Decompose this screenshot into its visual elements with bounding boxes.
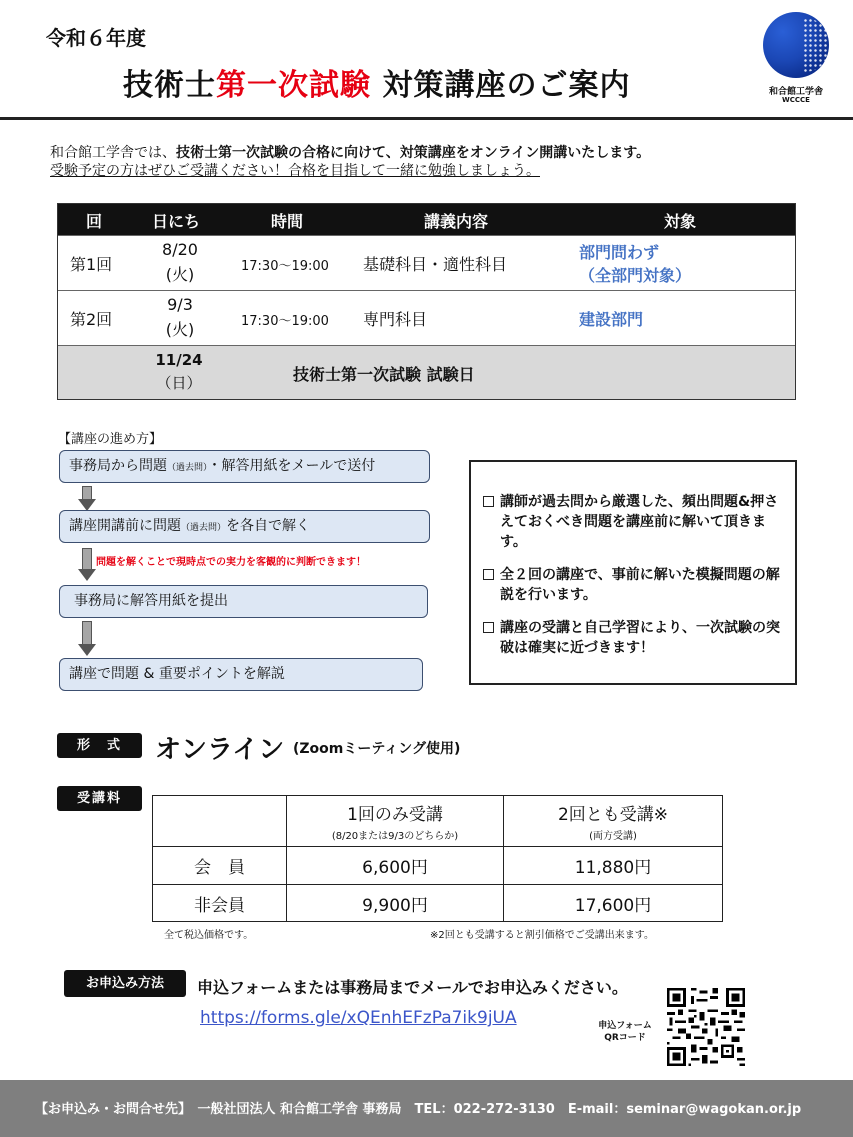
fee-col-once-label: 1回のみ受講 [347, 805, 443, 825]
page-title [123, 60, 630, 104]
col-header-date: 日にち [152, 212, 201, 231]
session-time: 17:30〜19:00 [241, 259, 329, 274]
fee-col-once [287, 796, 504, 847]
fee-corner-cell [153, 796, 287, 847]
qr-label [585, 1020, 665, 1044]
session-target: 建設部門 [579, 310, 644, 329]
fee-col-once-sub: (8/20または9/3のどちらか) [331, 831, 459, 842]
col-header-content: 講義内容 [424, 212, 489, 231]
flow-step-1-text-a: 事務局から問題 [69, 458, 167, 474]
session-dow: (火) [165, 320, 195, 339]
session-date: 9/3 [167, 295, 193, 314]
exam-date-row [58, 345, 795, 399]
logo-name-en: WCCCE [782, 96, 810, 104]
session-date: 8/20 [162, 240, 198, 259]
flow-step-2 [59, 510, 430, 543]
flow-down-arrow-icon [78, 548, 96, 582]
schedule-row [58, 235, 795, 290]
fee-tag: 受講料 [57, 786, 142, 811]
checkbox-square-icon [483, 496, 494, 507]
apply-instruction: 申込フォームまたは事務局までメールでお申込みください。 [197, 978, 628, 997]
fee-note-tax: 全て税込価格です。 [164, 930, 254, 941]
session-no: 第2回 [70, 310, 113, 329]
title-part1: 技術士 [123, 68, 216, 103]
title-highlight: 第一次試験 [216, 68, 371, 103]
col-header-no: 回 [86, 212, 103, 231]
flow-step-4: 講座で問題 & 重要ポイントを解説 [59, 658, 423, 691]
intro-line-1-lead: 和合館工学舎では、 [50, 145, 176, 161]
flow-step-1-text-b: ・解答用紙をメールで送付 [207, 458, 376, 474]
intro-line-2: 受験予定の方はぜひご受講ください！合格を目指して一緒に勉強しましょう。 [50, 163, 540, 179]
flow-step-3: 事務局に解答用紙を提出 [59, 585, 428, 618]
fee-col-both [504, 796, 723, 847]
key-point [483, 618, 785, 658]
intro-line-1 [50, 142, 650, 162]
exam-date: 11/24 [155, 351, 203, 369]
session-content: 基礎科目・適性科目 [363, 255, 508, 274]
checkbox-square-icon [483, 569, 494, 580]
fee-both-price: 11,880円 [504, 847, 723, 885]
contact-info: 【お申込み・お問合せ先】 一般社団法人 和合館工学舎 事務局 TEL：022-272-3130 E-mail：seminar@wagokan.or.jp [35, 1102, 802, 1117]
format-value: オンライン [155, 735, 285, 765]
col-header-time: 時間 [271, 212, 304, 231]
session-dow: (火) [165, 265, 195, 284]
flow-label: 【講座の進め方】 [58, 432, 163, 447]
format-note: (Zoomミーティング使用) [293, 741, 461, 757]
logo-name-jp: 和合館工学舎 [768, 87, 823, 97]
flow-step-1-small: （過去問） [167, 463, 208, 473]
apply-tag: お申込み方法 [64, 970, 186, 997]
flow-red-note: 問題を解くことで現時点での実力を客観的に判断できます！ [96, 557, 366, 568]
fiscal-year: 令和６年度 [46, 26, 146, 50]
key-point-text: 講座の受講と自己学習により、一次試験の突破は確実に近づきます！ [500, 620, 780, 656]
key-point [483, 565, 785, 605]
fee-table [152, 795, 723, 922]
intro-line-1-bold: 技術士第一次試験の合格に向けて、対策講座をオンライン開講いたします。 [176, 145, 651, 161]
fee-once-price: 9,900円 [287, 885, 504, 922]
key-point [483, 492, 785, 552]
organization-logo [760, 12, 832, 106]
qr-label-line-1: 申込フォーム [598, 1021, 652, 1031]
col-header-target: 対象 [664, 212, 697, 231]
schedule-header-row [58, 204, 795, 235]
flow-step-2-text-b: を各自で解く [226, 518, 311, 534]
logo-mark-icon [763, 12, 829, 78]
fee-col-both-label: 2回とも受講※ [557, 805, 669, 825]
session-target: 部門問わず [579, 243, 660, 262]
fee-col-both-sub: (両方受講) [589, 831, 637, 842]
fee-note-discount: ※2回とも受講すると割引価格でご受講出来ます。 [430, 930, 654, 941]
qr-code-icon[interactable] [666, 988, 746, 1066]
flow-down-arrow-icon [78, 486, 96, 512]
fee-row-label: 非会員 [153, 885, 287, 922]
session-time: 17:30〜19:00 [241, 314, 329, 329]
header-divider [0, 117, 853, 120]
schedule-row [58, 290, 795, 345]
key-points-box [469, 460, 797, 685]
key-point-text: 講師が過去問から厳選した、頻出問題&押さえておくべき問題を講座前に解いて頂きます。 [500, 494, 779, 550]
session-content: 専門科目 [363, 310, 428, 329]
flow-step-2-small: （過去問） [181, 523, 227, 533]
exam-label: 技術士第一次試験 試験日 [293, 365, 475, 384]
format-tag: 形 式 [57, 733, 142, 758]
session-target-sub: （全部門対象） [579, 266, 692, 285]
flow-step-2-text-a: 講座開講前に問題 [69, 518, 181, 534]
checkbox-square-icon [483, 622, 494, 633]
key-point-text: 全２回の講座で、事前に解いた模擬問題の解説を行います。 [500, 567, 780, 603]
application-form-link[interactable]: https://forms.gle/xQEnhEFzPa7ik9jUA [200, 1008, 517, 1028]
flow-down-arrow-icon [78, 621, 96, 657]
title-part2: 対策講座のご案内 [382, 68, 631, 103]
schedule-table [57, 203, 796, 400]
flow-step-1 [59, 450, 430, 483]
fee-once-price: 6,600円 [287, 847, 504, 885]
contact-footer [0, 1080, 853, 1137]
session-no: 第1回 [70, 255, 113, 274]
fee-row-label: 会 員 [153, 847, 287, 885]
exam-dow: （日） [156, 374, 202, 392]
qr-label-line-2: QRコード [604, 1033, 646, 1043]
fee-both-price: 17,600円 [504, 885, 723, 922]
